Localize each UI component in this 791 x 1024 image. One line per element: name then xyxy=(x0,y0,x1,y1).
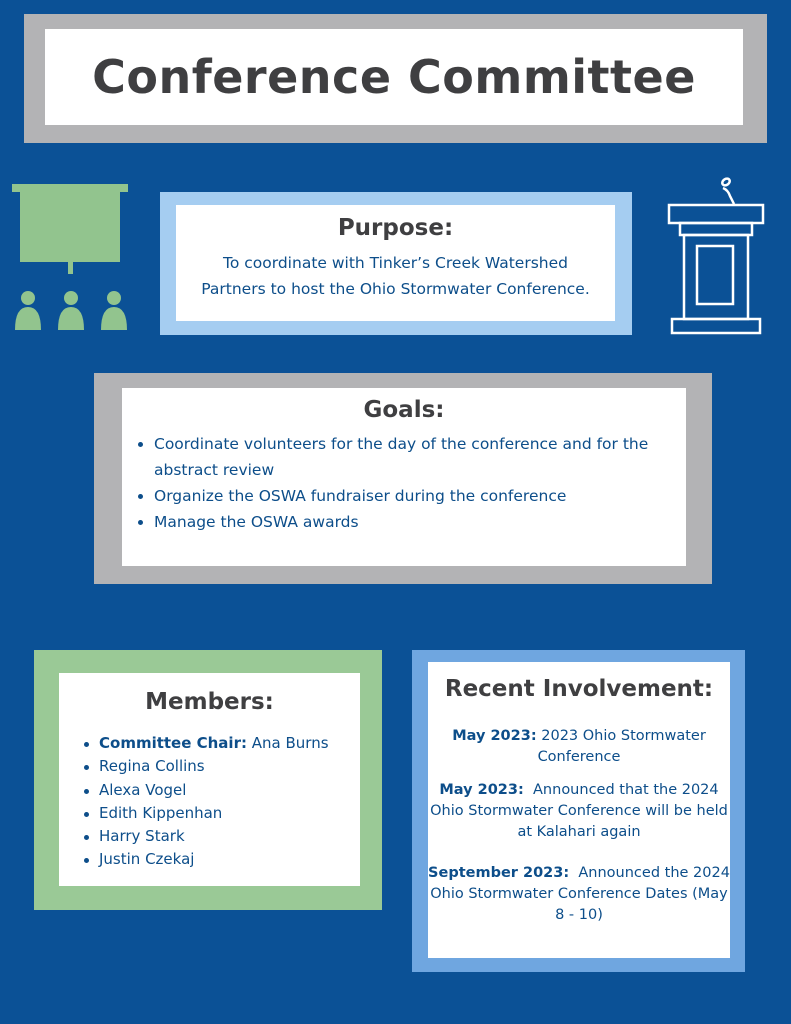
presentation-audience-icon xyxy=(12,184,130,334)
entry-date: September 2023: xyxy=(428,865,570,881)
list-item: Manage the OSWA awards xyxy=(154,509,686,535)
purpose-line-1: To coordinate with Tinker’s Creek Watershed xyxy=(223,254,568,272)
purpose-section xyxy=(160,192,632,335)
entry-date: May 2023: xyxy=(439,782,524,798)
goals-heading: Goals: xyxy=(363,397,445,423)
entry-text: 2023 Ohio Stormwater Conference xyxy=(537,728,706,765)
list-item: Coordinate volunteers for the day of the conference and for the abstract review xyxy=(154,431,686,483)
page-title: Conference Committee xyxy=(92,50,696,104)
chair-label: Committee Chair: xyxy=(99,734,247,752)
list-item: Regina Collins xyxy=(99,755,360,778)
goals-section xyxy=(94,373,712,584)
purpose-text xyxy=(176,250,615,302)
entry-date: May 2023: xyxy=(452,728,537,744)
list-item: Harry Stark xyxy=(99,825,360,848)
goals-panel xyxy=(122,388,686,566)
entry-text: Announced the 2024 Ohio Stormwater Conference Dates (May 8 - 10) xyxy=(430,865,730,923)
title-panel xyxy=(45,29,743,125)
title-banner xyxy=(24,14,767,143)
list-item xyxy=(99,732,360,755)
members-list xyxy=(59,732,360,872)
entry-text: Announced that the 2024 Ohio Stormwater Conference will be held at Kalahari again xyxy=(430,782,728,840)
recent-involvement-panel xyxy=(428,662,730,958)
members-section xyxy=(34,650,382,910)
purpose-heading: Purpose: xyxy=(337,215,454,241)
list-item: Justin Czekaj xyxy=(99,848,360,871)
list-item: Organize the OSWA fundraiser during the conference xyxy=(154,483,686,509)
recent-involvement-heading: Recent Involvement: xyxy=(444,676,714,702)
podium-microphone-icon xyxy=(664,174,768,338)
goals-list xyxy=(122,431,686,535)
involvement-entry xyxy=(428,726,730,768)
involvement-entry xyxy=(428,863,730,926)
list-item: Edith Kippenhan xyxy=(99,802,360,825)
recent-involvement-section xyxy=(412,650,745,972)
list-item: Alexa Vogel xyxy=(99,779,360,802)
members-heading: Members: xyxy=(145,689,274,715)
chair-name: Ana Burns xyxy=(251,734,329,752)
members-panel xyxy=(59,673,360,886)
purpose-panel xyxy=(176,205,615,321)
involvement-entry xyxy=(428,780,730,843)
purpose-line-2: Partners to host the Ohio Stormwater Conference. xyxy=(201,280,590,298)
